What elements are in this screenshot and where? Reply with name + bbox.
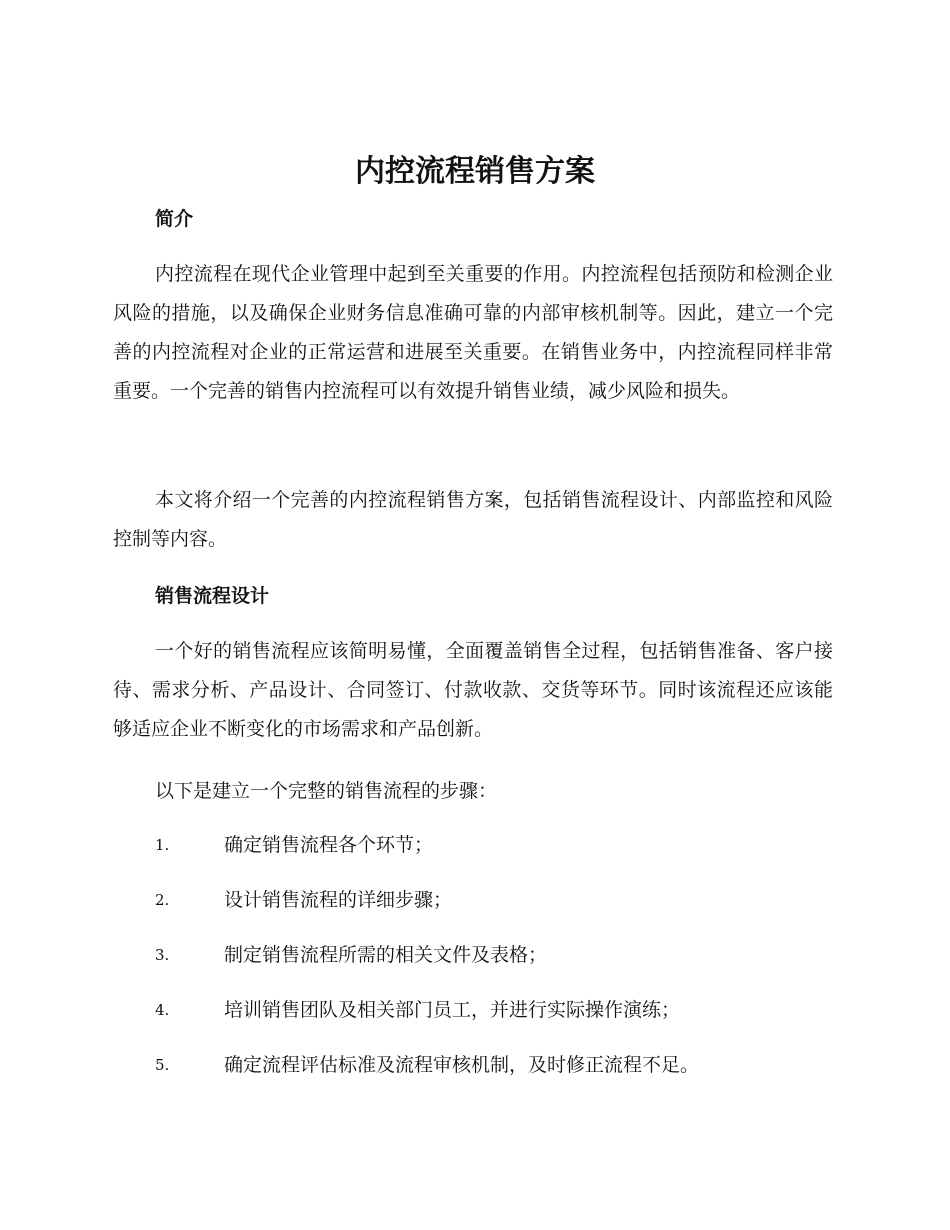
list-item-text: 制定销售流程所需的相关文件及表格；: [224, 944, 548, 966]
section-heading-sales-process: 销售流程设计: [155, 585, 270, 607]
sales-process-paragraph-2: 以下是建立一个完整的销售流程的步骤：: [155, 780, 498, 802]
list-item-number: 1.: [155, 836, 170, 854]
list-item-text: 设计销售流程的详细步骤；: [224, 889, 453, 911]
list-item-number: 3.: [155, 946, 170, 964]
list-item-number: 5.: [155, 1056, 170, 1074]
list-item-text: 培训销售团队及相关部门员工，并进行实际操作演练；: [224, 999, 681, 1021]
intro-paragraph-2: 本文将介绍一个完善的内控流程销售方案，包括销售流程设计、内部监控和风险控制等内容。: [113, 489, 833, 550]
section-heading-intro: 简介: [155, 208, 194, 230]
list-item-number: 4.: [155, 1001, 170, 1019]
list-item-text: 确定流程评估标准及流程审核机制，及时修正流程不足。: [224, 1054, 700, 1076]
intro-paragraph-1: 内控流程在现代企业管理中起到至关重要的作用。内控流程包括预防和检测企业风险的措施，以及确保企业财务信息准确可靠的内部审核机制等。因此，建立一个完善的内控流程对企业的正常运营和进展至关重要。在销售业务中，内控流程同样非常重要。一个完善的销售内控流程可以有效提升销售业绩，减少风险和损失。: [113, 263, 833, 402]
sales-process-paragraph-1: 一个好的销售流程应该简明易懂，全面覆盖销售全过程，包括销售准备、客户接待、需求分析、产品设计、合同签订、付款收款、交货等环节。同时该流程还应该能够适应企业不断变化的市场需求和产品创新。: [113, 640, 833, 740]
list-item-number: 2.: [155, 891, 170, 909]
document-title: 内控流程销售方案: [355, 154, 595, 189]
list-item-text: 确定销售流程各个环节；: [224, 834, 434, 856]
